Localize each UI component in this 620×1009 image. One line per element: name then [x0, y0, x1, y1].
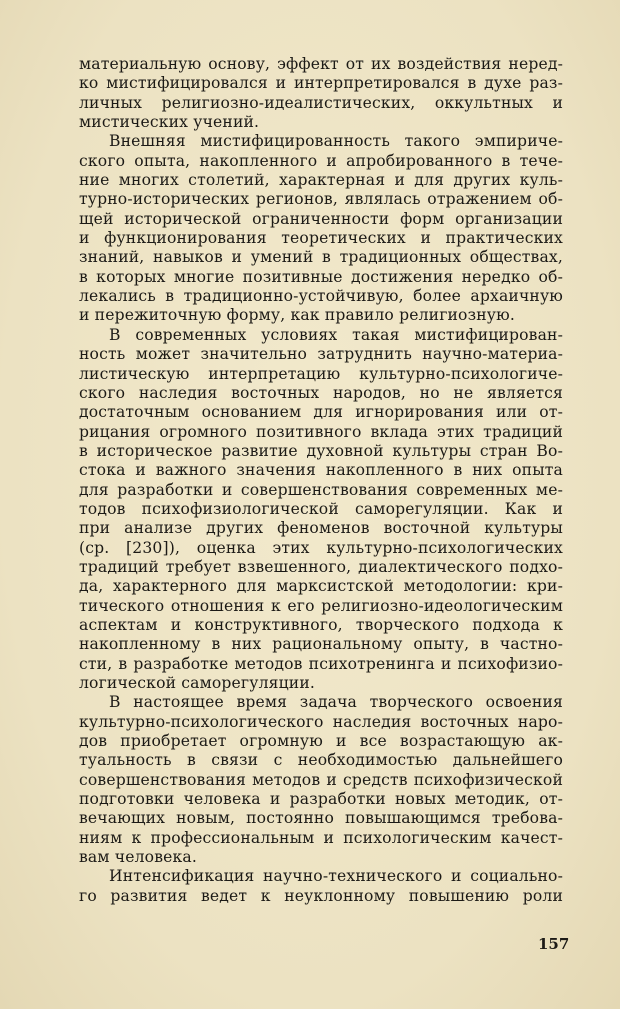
text-line: стока и важного значения накопленного в них опыта: [79, 461, 563, 480]
text-line: подготовки человека и разработки новых методик, от-: [79, 790, 563, 809]
text-line: и функционирования теоретических и практических: [79, 229, 563, 248]
text-line: Внешняя мистифицированность такого эмпириче-: [109, 132, 563, 151]
text-line: личных религиозно-идеалистических, оккультных и: [79, 93, 563, 112]
text-line: сти, в разработке методов психотренинга и психофизио-: [79, 654, 563, 673]
text-line: аспектам и конструктивного, творческого подхода к: [79, 615, 563, 634]
text-line: да, характерного для марксистской методологии: кри-: [79, 577, 563, 596]
text-line: накопленному в них рациональному опыту, в частно-: [79, 635, 563, 654]
text-line: дов приобретает огромную и все возрастающую ак-: [79, 732, 563, 751]
text-line: материальную основу, эффект от их воздействия неред-: [79, 55, 563, 73]
text-line: мистических учений.: [79, 113, 260, 132]
text-line: тического отношения к его религиозно-идеологическим: [79, 596, 563, 615]
text-line: листическую интерпретацию культурно-психологиче-: [79, 364, 563, 383]
text-line: ность может значительно затруднить научно-материа-: [79, 345, 563, 364]
text-line: вечающих новым, постоянно повышающимся требова-: [79, 809, 563, 828]
text-line: туальность в связи с необходимостью дальнейшего: [79, 751, 563, 770]
text-line: В настоящее время задача творческого освоения: [109, 693, 563, 712]
text-line: в которых многие позитивные достижения нередко об-: [79, 267, 563, 286]
text-line: достаточным основанием для игнорирования или от-: [79, 403, 563, 422]
text-line: турно-исторических регионов, являлась отражением об-: [79, 190, 563, 209]
text-line: щей исторической ограниченности форм организации: [79, 209, 563, 228]
text-line: ского наследия восточных народов, но не является: [79, 383, 563, 402]
text-line: тодов психофизиологической саморегуляции. Как и: [79, 499, 563, 518]
text-line: рицания огромного позитивного вклада этих традиций: [79, 422, 563, 441]
text-line: ние многих столетий, характерная и для других куль-: [79, 171, 563, 190]
text-line: лекались в традиционно-устойчивую, более архаичную: [79, 287, 563, 306]
text-line: ко мистифицировался и интерпретировался в духе раз-: [79, 74, 563, 93]
text-line: знаний, навыков и умений в традиционных обществах,: [79, 248, 563, 267]
text-line: для разработки и совершенствования современных ме-: [79, 480, 563, 499]
text-line: вам человека.: [79, 848, 197, 867]
text-line: го развития ведет к неуклонному повышению роли: [79, 886, 563, 905]
text-line: совершенствования методов и средств психофизической: [79, 770, 563, 789]
page-number: 157: [538, 935, 570, 953]
text-line: (ср. [230]), оценка этих культурно-психологических: [79, 538, 563, 557]
text-line: при анализе других феноменов восточной культуры: [79, 519, 563, 538]
text-line: в историческое развитие духовной культуры стран Во-: [79, 441, 563, 460]
text-line: культурно-психологического наследия восточных наро-: [79, 712, 563, 731]
body-text: [79, 55, 563, 906]
text-line: Интенсификация научно-технического и социально-: [109, 867, 563, 886]
text-line: и пережиточную форму, как правило религиозную.: [79, 306, 515, 325]
text-line: традиций требует взвешенного, диалектического подхо-: [79, 557, 563, 576]
text-line: ского опыта, накопленного и апробированного в тече-: [79, 151, 563, 170]
text-line: логической саморегуляции.: [79, 674, 315, 692]
text-line: ниям к профессиональным и психологическим качест-: [79, 828, 563, 847]
text-line: В современных условиях такая мистифицирован-: [109, 325, 563, 344]
